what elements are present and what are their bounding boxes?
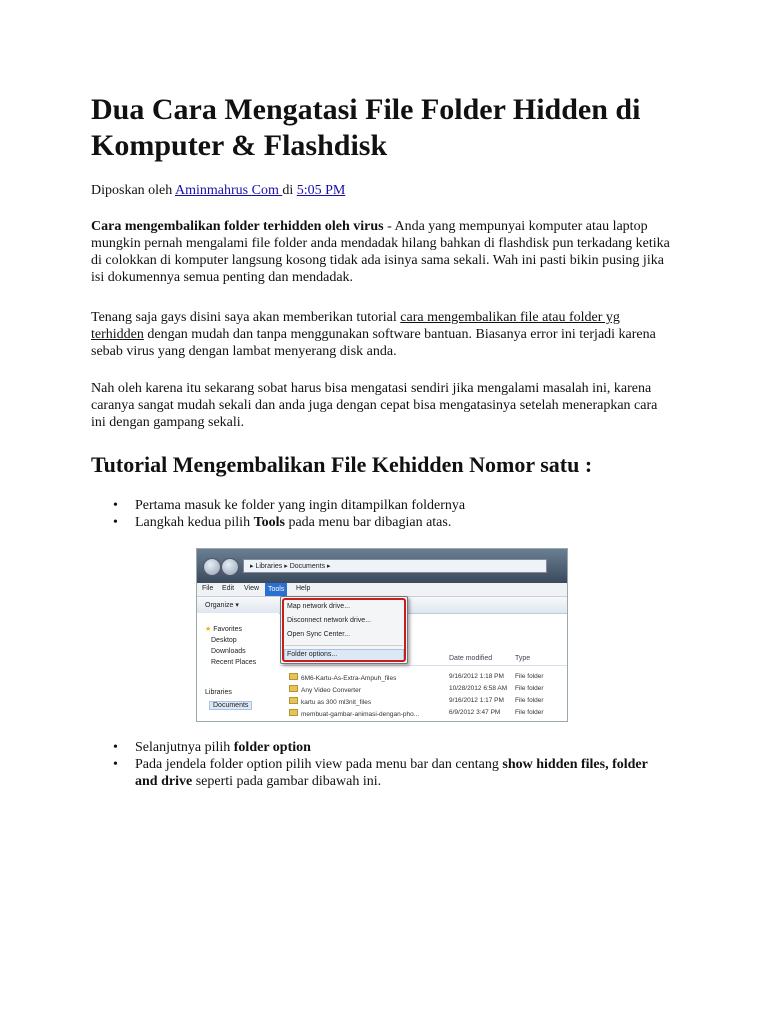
list-item xyxy=(91,756,671,790)
step-text: seperti pada gambar dibawah ini. xyxy=(192,774,382,789)
menu-item-map-drive: Map network drive... xyxy=(287,603,351,610)
step-text: Pada jendela folder option pilih view pada menu bar dan centang xyxy=(135,757,503,772)
organize-button: Organize ▾ xyxy=(205,602,239,609)
menu-item-disconnect-drive: Disconnect network drive... xyxy=(287,617,372,624)
p2-text-b: dengan mudah dan tanpa menggunakan software bantuan. Biasanya error ini terjadi karena sebab virus yang dengan lambat menyerang disk anda. xyxy=(91,327,656,359)
sidebar-desktop: Desktop xyxy=(211,637,237,644)
paragraph-conclusion: Nah oleh karena itu sekarang sobat harus bisa mengatasi sendiri jika mengalami masalah ini, karena caranya sangat mudah sekali dan anda juga dengan cepat bisa mengatasinya setelah menerapkan cara ini dengan gampang sekali. xyxy=(91,381,658,430)
explorer-sidebar xyxy=(197,613,279,721)
step-bold: Tools xyxy=(253,515,285,530)
author-link[interactable]: Aminmahrus Com xyxy=(175,183,283,198)
folder-icon xyxy=(289,685,298,692)
sidebar-downloads: Downloads xyxy=(211,648,246,655)
post-meta xyxy=(91,182,345,200)
tools-dropdown-menu xyxy=(280,596,408,664)
menu-edit: Edit xyxy=(222,585,235,592)
meta-prefix: Diposkan oleh xyxy=(91,183,175,198)
table-row: 6M6-Kartu-As-Extra-Ampuh_files 9/16/2012 1:18 PM File folder xyxy=(279,671,567,683)
step-text: Langkah kedua pilih xyxy=(135,515,254,530)
folder-icon xyxy=(289,673,298,680)
menu-help: Help xyxy=(296,585,311,592)
sidebar-documents: Documents xyxy=(209,701,252,710)
step-text: Selanjutnya pilih xyxy=(135,740,234,755)
time-link[interactable]: 5:05 PM xyxy=(296,183,346,198)
explorer-menubar xyxy=(197,583,567,597)
forward-icon xyxy=(221,558,239,576)
meta-mid: di xyxy=(282,183,297,198)
page-title: Dua Cara Mengatasi File Folder Hidden di Komputer & Flashdisk xyxy=(91,93,641,162)
menu-tools: Tools xyxy=(265,583,287,596)
col-type: Type xyxy=(515,655,531,662)
step-bold: folder option xyxy=(233,740,311,755)
red-highlight-box xyxy=(282,598,406,662)
explorer-titlebar xyxy=(197,549,567,583)
section-heading: Tutorial Mengembalikan File Kehidden Nomor satu : xyxy=(91,452,593,477)
back-icon xyxy=(203,558,221,576)
table-row: membuat-gambar-animasi-dengan-pho... 6/9/2012 3:47 PM File folder xyxy=(279,707,567,719)
sidebar-libraries: Libraries xyxy=(205,689,232,696)
folder-icon xyxy=(289,697,298,704)
menu-view: View xyxy=(244,585,260,592)
menu-file: File xyxy=(202,585,214,592)
intro-text: - Anda yang mempunyai komputer atau laptop mungkin pernah mengalami file folder anda mendadak hilang bahkan di flashdisk pun terkadang ketika di colokkan di komputer langsung kosong tidak ada isinya sama sekali. Wah ini pasti bikin pusing jika isi dokumennya semua penting dan mendadak. xyxy=(91,219,670,285)
table-row: Any Video Converter 10/28/2012 6:58 AM File folder xyxy=(279,683,567,695)
paragraph-intro xyxy=(91,218,671,286)
tutorial-link[interactable]: cara mengembalikan file atau folder yg terhidden xyxy=(91,310,620,342)
intro-bold: Cara mengembalikan folder terhidden oleh virus xyxy=(91,219,384,234)
col-date: Date modified xyxy=(449,655,493,662)
step-text: pada menu bar dibagian atas. xyxy=(284,515,452,530)
paragraph-tutorial xyxy=(91,309,671,360)
list-item xyxy=(91,497,671,514)
folder-icon xyxy=(289,709,298,716)
step-bold: show hidden files, folder and drive xyxy=(135,757,648,789)
list-item xyxy=(91,514,671,531)
star-icon: ★ xyxy=(205,626,212,633)
address-bar: ▸ Libraries ▸ Documents ▸ xyxy=(243,559,547,573)
menu-item-sync-center: Open Sync Center... xyxy=(287,631,351,638)
step-text: Pertama masuk ke folder yang ingin ditampilkan foldernya xyxy=(135,498,466,513)
steps-list-1 xyxy=(91,497,671,531)
menu-item-folder-options: Folder options... xyxy=(287,651,338,658)
steps-list-2 xyxy=(91,739,671,790)
table-row: kartu as 300 ml3nit_files 9/16/2012 1:17 PM File folder xyxy=(279,695,567,707)
p2-text-a: Tenang saja gays disini saya akan memberikan tutorial xyxy=(91,310,401,325)
list-item xyxy=(91,739,671,756)
sidebar-recent: Recent Places xyxy=(211,659,257,666)
sidebar-favorites: ★ Favorites xyxy=(205,626,243,633)
explorer-screenshot xyxy=(196,548,568,722)
